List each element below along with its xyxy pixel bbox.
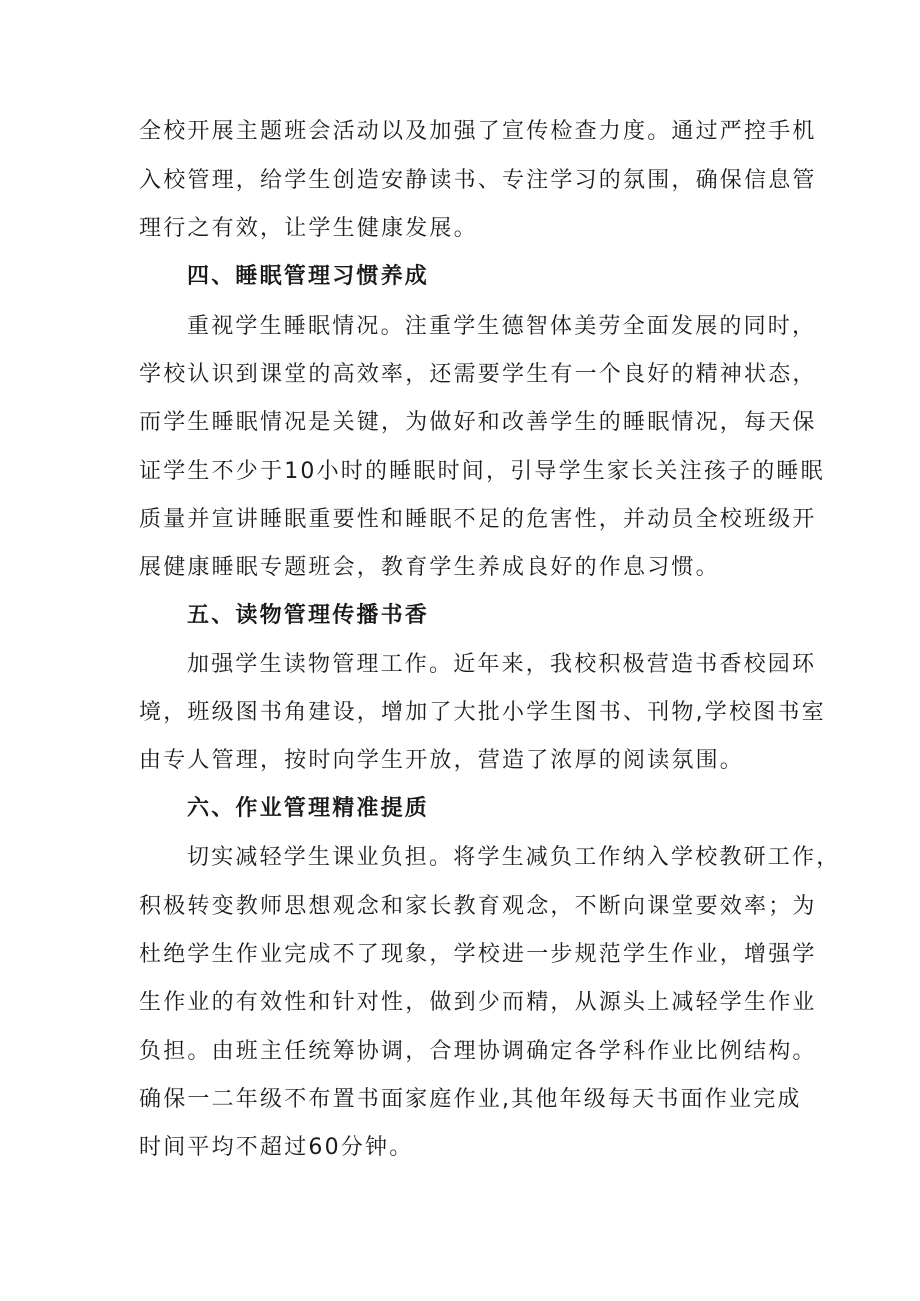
section4-heading: 四、睡眠管理习惯养成 — [187, 264, 430, 289]
section5-line-2: 境，班级图书角建设，增加了大批小学生图书、刊物,学校图书室 — [139, 700, 826, 725]
section6-line-3: 杜绝学生作业完成不了现象，学校进一步规范学生作业，增强学 — [139, 942, 817, 967]
intro-line-1: 全校开展主题班会活动以及加强了宣传检查力度。通过严控手机 — [139, 119, 817, 144]
section5-line-3: 由专人管理，按时向学生开放，营造了浓厚的阅读氛围。 — [139, 748, 745, 773]
section6-line-1: 切实减轻学生课业负担。将学生减负工作纳入学校教研工作， — [187, 845, 841, 870]
section4-line-2: 学校认识到课堂的高效率，还需要学生有一个良好的精神状态， — [139, 362, 817, 387]
section4-line-4: 证学生不少于10小时的睡眠时间，引导学生家长关注孩子的睡眠 — [139, 459, 825, 484]
section6-line-2: 积极转变教师思想观念和家长教育观念，不断向课堂要效率；为 — [139, 894, 817, 919]
section4-line-1: 重视学生睡眠情况。注重学生德智体美劳全面发展的同时， — [187, 314, 817, 339]
intro-line-2: 入校管理，给学生创造安静读书、专注学习的氛围，确保信息管 — [139, 168, 817, 193]
section5-heading: 五、读物管理传播书香 — [187, 603, 430, 628]
section6-line-5: 负担。由班主任统筹协调，合理协调确定各学科作业比例结构。 — [139, 1039, 817, 1064]
section6-line-4: 生作业的有效性和针对性，做到少而精，从源头上减轻学生作业 — [139, 990, 817, 1015]
section4-line-5: 质量并宣讲睡眠重要性和睡眠不足的危害性，并动员全校班级开 — [139, 507, 817, 532]
section5-line-1: 加强学生读物管理工作。近年来，我校积极营造书香校园环 — [187, 652, 817, 677]
section6-line-7: 时间平均不超过60分钟。 — [139, 1135, 414, 1160]
section6-heading: 六、作业管理精准提质 — [187, 796, 430, 821]
section4-line-6: 展健康睡眠专题班会，教育学生养成良好的作息习惯。 — [139, 555, 720, 580]
section6-line-6: 确保一二年级不布置书面家庭作业,其他年级每天书面作业完成 — [139, 1087, 802, 1112]
section4-line-3: 而学生睡眠情况是关键，为做好和改善学生的睡眠情况，每天保 — [139, 410, 817, 435]
intro-line-3: 理行之有效，让学生健康发展。 — [139, 216, 478, 241]
